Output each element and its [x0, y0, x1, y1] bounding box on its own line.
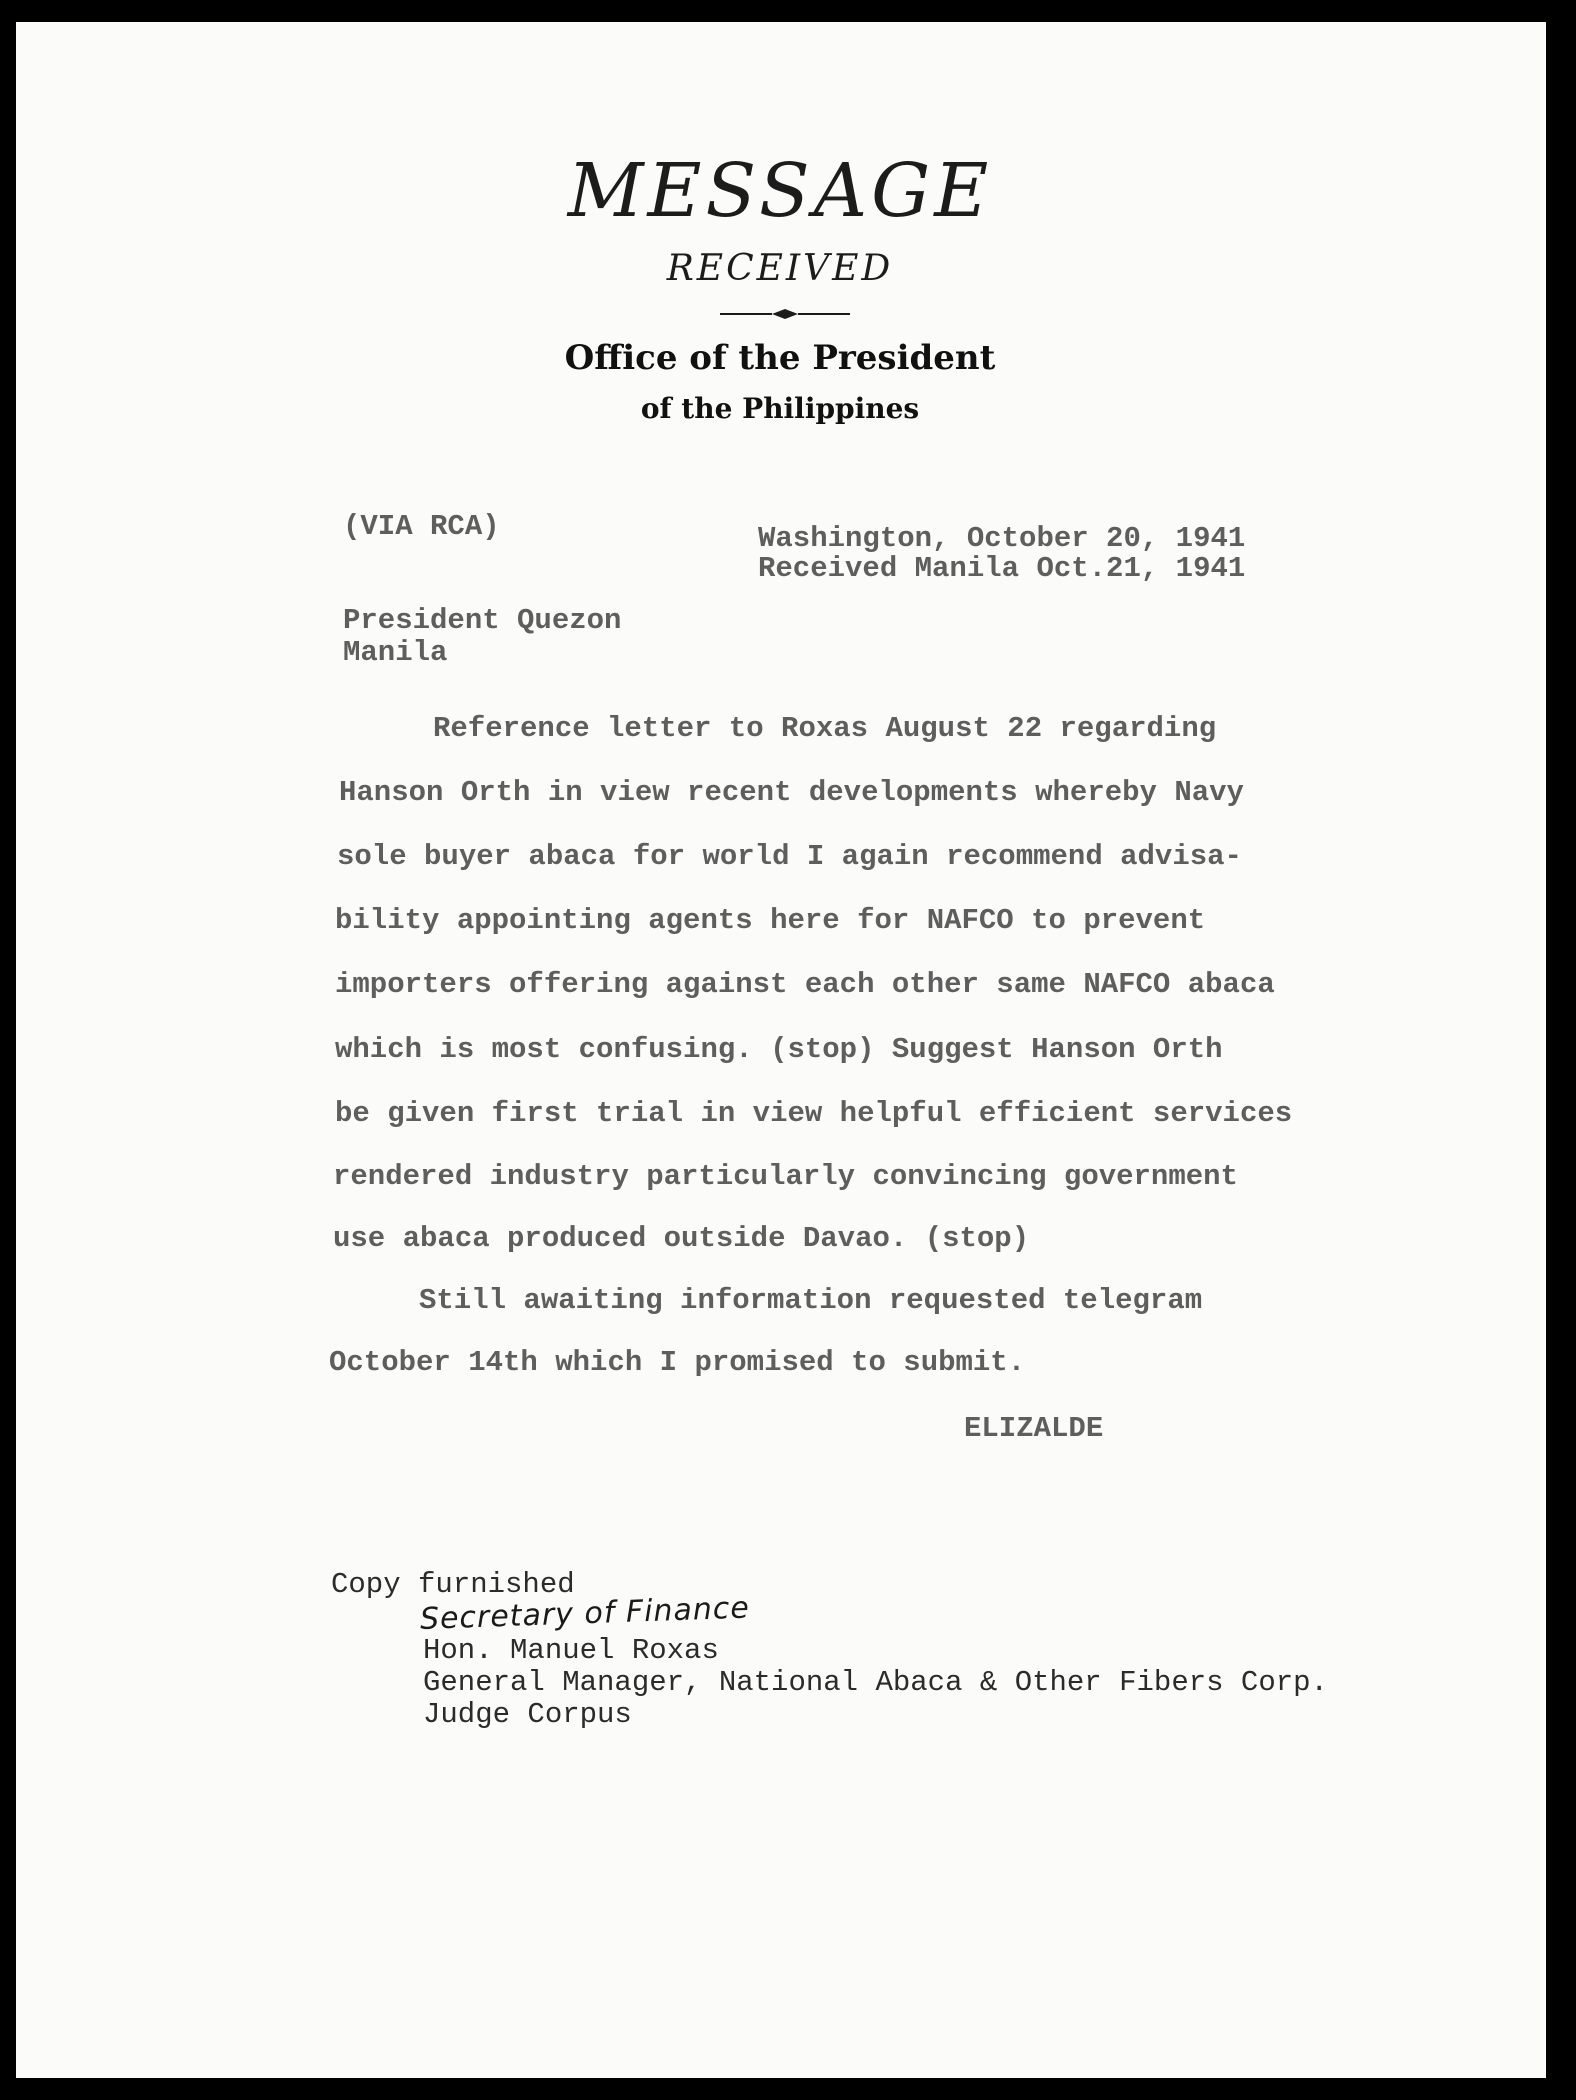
body-line: bility appointing agents here for NAFCO to prevent: [335, 904, 1206, 937]
body-line: sole buyer abaca for world I again recommend advisa-: [337, 840, 1242, 873]
sender-signature: ELIZALDE: [964, 1412, 1104, 1445]
body-line: which is most confusing. (stop) Suggest Hanson Orth: [335, 1033, 1223, 1066]
copy-recipient: General Manager, National Abaca & Other Fibers Corp.: [423, 1666, 1328, 1699]
body-line: Reference letter to Roxas August 22 regarding: [433, 712, 1217, 745]
office-line-2: of the Philippines: [640, 392, 920, 425]
letterhead-subtitle: RECEIVED: [666, 248, 894, 289]
handwritten-recipient: Secretary of Finance: [419, 1590, 751, 1637]
addressee-name: President Quezon: [343, 604, 622, 637]
letterhead-ornament: [720, 308, 850, 320]
body-line: use abaca produced outside Davao. (stop): [333, 1222, 1030, 1255]
body-line: rendered industry particularly convincing government: [333, 1160, 1238, 1193]
addressee-city: Manila: [343, 636, 448, 669]
received-date: Received Manila Oct.21, 1941: [758, 552, 1246, 585]
copy-furnished-label: Copy furnished: [331, 1568, 575, 1601]
body-line: be given first trial in view helpful efficient services: [335, 1097, 1293, 1130]
body-line: importers offering against each other same NAFCO abaca: [335, 968, 1275, 1001]
body-line: Hanson Orth in view recent developments whereby Navy: [339, 776, 1244, 809]
body-line: October 14th which I promised to submit.: [329, 1346, 1026, 1379]
body-line: Still awaiting information requested telegram: [419, 1284, 1203, 1317]
office-line-1: Office of the President: [564, 338, 996, 378]
sent-date: Washington, October 20, 1941: [758, 522, 1246, 555]
via-line: (VIA RCA): [343, 510, 500, 543]
copy-recipient: Hon. Manuel Roxas: [423, 1634, 719, 1667]
copy-recipient: Judge Corpus: [423, 1698, 632, 1731]
letterhead-title: MESSAGE: [567, 148, 993, 234]
